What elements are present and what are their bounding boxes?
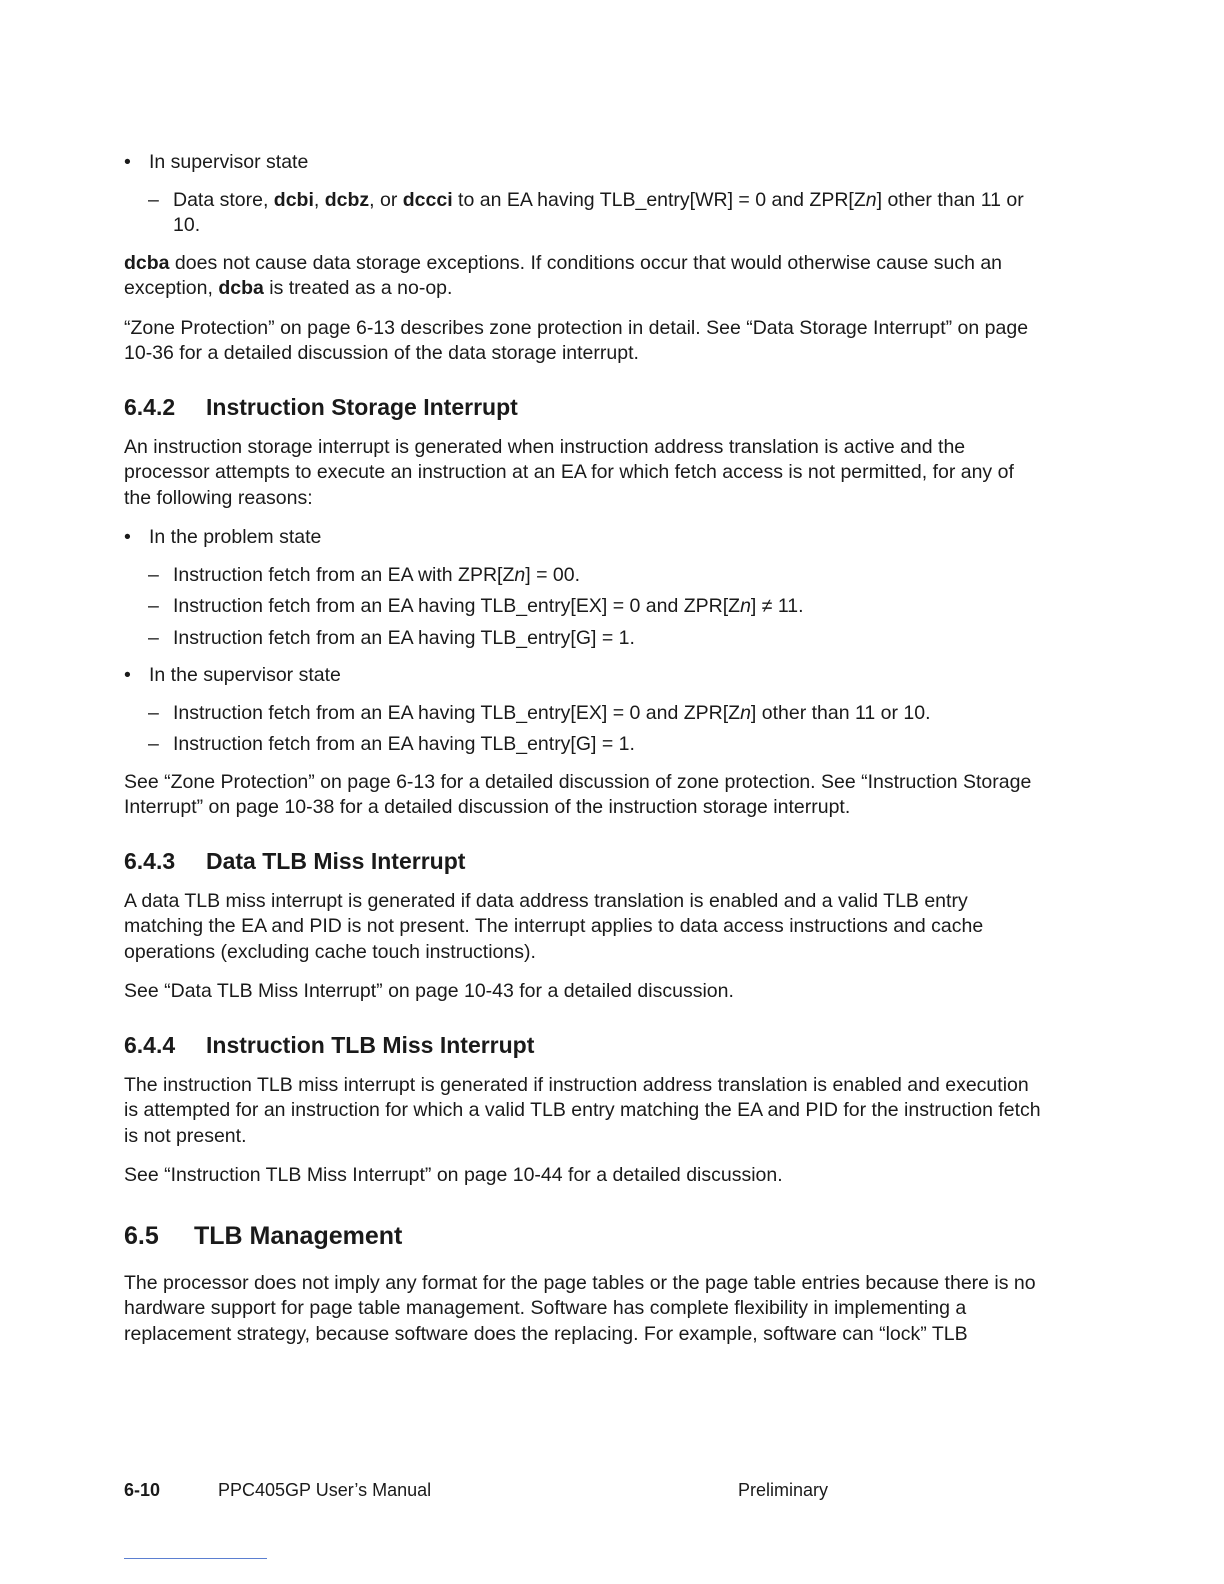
mnemonic: dcbi bbox=[273, 188, 314, 211]
bullet-item bbox=[124, 150, 1044, 176]
paragraph: See “Data TLB Miss Interrupt” on page 10-43 for a detailed discussion. bbox=[124, 980, 734, 1002]
page-number: 6-10 bbox=[124, 1480, 161, 1500]
section-title: TLB Management bbox=[194, 1221, 403, 1250]
paragraph: The instruction TLB miss interrupt is generated if instruction address translation is enabled and execution is attempted for an instruction for which a valid TLB entry matching the EA and PID for the instruction fetch is not present. bbox=[124, 1073, 1041, 1147]
section-title: Instruction Storage Interrupt bbox=[206, 393, 518, 420]
paragraph: See “Zone Protection” on page 6-13 for a detailed discussion of zone protection. See “Instruction Storage Interrupt” on page 10-38 for a detailed discussion of the instruction storage interrupt. bbox=[124, 770, 1032, 818]
chapter-section-heading bbox=[124, 1221, 1044, 1251]
paragraph bbox=[124, 251, 1044, 302]
text-run: ] other than 11 or 10. bbox=[173, 188, 1024, 236]
variable: n bbox=[514, 563, 526, 586]
dash-item bbox=[124, 701, 1044, 727]
footer-rule bbox=[124, 1558, 267, 1559]
section-heading bbox=[124, 393, 1044, 421]
paragraph: The processor does not imply any format for the page tables or the page table entries because there is no hardware support for page table management. Software has complete flexibility in implementing a replacement strategy, because software does the replacing. For example, software can “lock” TLB bbox=[124, 1271, 1036, 1345]
section-number: 6.4.4 bbox=[124, 1031, 176, 1058]
text-run: is treated as a no-op. bbox=[263, 277, 453, 299]
mnemonic: dcba bbox=[124, 251, 170, 274]
dash-mark: – bbox=[148, 733, 159, 755]
dash-item bbox=[124, 732, 1044, 758]
bullet-mark: • bbox=[124, 151, 131, 173]
text-run: ] other than 11 or 10. bbox=[750, 701, 931, 724]
text-run: Instruction fetch from an EA having TLB_entry[EX] = 0 and ZPR[Z bbox=[173, 701, 741, 724]
variable: n bbox=[740, 595, 751, 617]
bullet-mark: • bbox=[124, 664, 131, 686]
text-run: to an EA having TLB_entry[WR] = 0 and ZPR[Z bbox=[452, 188, 866, 211]
dash-mark: – bbox=[148, 595, 159, 617]
mnemonic: dccci bbox=[402, 188, 453, 211]
section-heading bbox=[124, 1031, 1044, 1059]
section-heading bbox=[124, 847, 1044, 875]
text-run: Instruction fetch from an EA with ZPR[Z bbox=[173, 563, 515, 586]
bullet-text: In supervisor state bbox=[149, 151, 309, 173]
text-run: Data store, bbox=[173, 188, 274, 211]
mnemonic: dcbz bbox=[324, 188, 370, 211]
dash-mark: – bbox=[148, 188, 159, 211]
variable: n bbox=[740, 701, 751, 724]
dash-mark: – bbox=[148, 701, 159, 724]
paragraph: An instruction storage interrupt is generated when instruction address translation is active and the processor attempts to execute an instruction at an EA for which fetch access is not permitted, for any of the following reasons: bbox=[124, 435, 1014, 509]
paragraph: “Zone Protection” on page 6-13 describes zone protection in detail. See “Data Storage Interrupt” on page 10-36 for a detailed discussion of the data storage interrupt. bbox=[124, 316, 1029, 364]
mnemonic: dcba bbox=[218, 277, 264, 299]
dash-mark: – bbox=[148, 563, 159, 586]
manual-title: PPC405GP User’s Manual bbox=[218, 1480, 432, 1500]
variable: n bbox=[865, 188, 877, 211]
draft-status: Preliminary bbox=[738, 1480, 829, 1500]
section-title: Instruction TLB Miss Interrupt bbox=[206, 1031, 535, 1058]
paragraph: A data TLB miss interrupt is generated if data address translation is enabled and a valid TLB entry matching the EA and PID is not present. The interrupt applies to data access instructions and cache operations (excluding cache touch instructions). bbox=[124, 889, 984, 963]
paragraph: See “Instruction TLB Miss Interrupt” on page 10-44 for a detailed discussion. bbox=[124, 1164, 783, 1186]
bullet-text: In the supervisor state bbox=[149, 664, 341, 686]
section-number: 6.4.3 bbox=[124, 847, 176, 874]
page-body bbox=[124, 150, 1044, 1361]
dash-item bbox=[124, 594, 1044, 620]
section-title: Data TLB Miss Interrupt bbox=[206, 847, 466, 874]
text-run: does not cause data storage exceptions. If conditions occur that would otherwise cause such an exception, bbox=[124, 251, 1003, 299]
text-run: Instruction fetch from an EA having TLB_entry[EX] = 0 and ZPR[Z bbox=[173, 595, 741, 617]
text-run: Instruction fetch from an EA having TLB_entry[G] = 1. bbox=[173, 626, 635, 649]
text-run: Instruction fetch from an EA having TLB_entry[G] = 1. bbox=[173, 733, 635, 755]
bullet-mark: • bbox=[124, 526, 131, 548]
section-number: 6.5 bbox=[124, 1221, 159, 1250]
text-run: ] = 00. bbox=[525, 563, 580, 586]
text-run: , bbox=[313, 188, 325, 211]
bullet-item bbox=[124, 525, 1044, 551]
dash-item bbox=[124, 626, 1044, 652]
dash-item bbox=[124, 188, 1044, 239]
dash-item bbox=[124, 563, 1044, 589]
text-run: ] ≠ 11. bbox=[750, 595, 804, 617]
bullet-text: In the problem state bbox=[149, 526, 322, 548]
bullet-item bbox=[124, 663, 1044, 689]
dash-mark: – bbox=[148, 626, 159, 649]
section-number: 6.4.2 bbox=[124, 393, 176, 420]
text-run: , or bbox=[369, 188, 403, 211]
